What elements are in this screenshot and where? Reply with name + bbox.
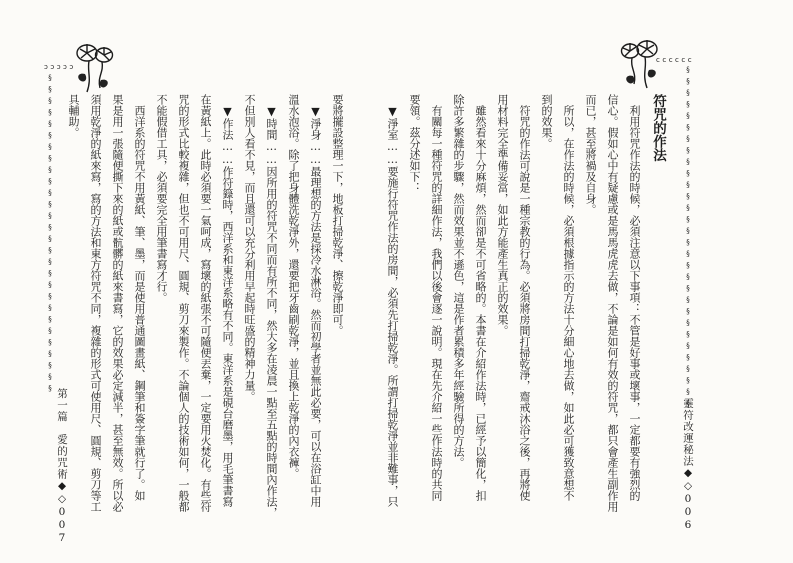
text-column: 咒的形式比較複雜，但也不可用尺、圓規、剪刀來製作。不論個人的技術如何，一般都: [177, 94, 190, 512]
text-column: 雖然看來十分麻煩，然而卻是不可省略的。本書在介紹作法時，已經予以簡化，扣: [474, 94, 487, 501]
text-column: 信心。假如心中有疑慮或是馬馬虎虎去做，不論是如何有效的符咒，都只會產生副作用: [606, 94, 619, 512]
section-heading: 符咒的作法: [650, 94, 666, 162]
text-column: ▼淨身……最理想的方法是採冷水淋浴。然而初學者並無此必要，可以在浴缸中用: [309, 94, 322, 507]
text-column: 要將擺設整理一下，地板打掃乾淨、擦乾淨即可。: [331, 94, 344, 336]
text-column: 用材料完全準備妥當，如此方能產生真正的效果。: [496, 94, 509, 336]
text-column: ▼時間……因所用的符咒不同而有所不同，然大多在凌晨一點至五點的時間內作法，: [265, 94, 278, 518]
text-column: 所以，在作法的時候，必須根據指示的方法十分細心地去做，如此必可獲致意想不: [562, 94, 575, 501]
text-column: 要領。茲分述如下：: [408, 94, 421, 193]
text-column: 果是用一張隨便撕下來的紙或骯髒的紙來書寫，它的效果必定減半，甚至無效。所以必: [111, 94, 124, 512]
flower-ornament-left-icon: [72, 42, 118, 96]
chain-ornament-vertical-right: §§§§§§§§§§§§§§§§§§§§§§§§§§§§§§: [684, 66, 692, 411]
text-column: 在黃紙上。此時必須要一氣呵成，寫壞的紙張不可隨便丟棄，一定要用火焚化。有些符: [199, 94, 212, 512]
chain-ornament-vertical-left: §§§§§§§§§§§§§§§§§§§§§§§§§§§§: [46, 74, 54, 396]
text-column: 到的效果。: [540, 94, 553, 149]
text-column: 須用乾淨的紙來寫，寫的方法和東方符咒不同，複雜的形式可使用尺、圓規、剪刀等工: [89, 94, 102, 512]
text-column: 溫水泡浴。除了把身體洗乾淨外，還要把牙齒刷乾淨，並且換上乾淨的內衣褲。: [287, 94, 300, 479]
text-column: 除許多繁雜的步驟，然而效果並不遜色，這是作者累積多年經驗所得的方法。: [452, 94, 465, 468]
flower-ornament-right-icon: [616, 38, 662, 92]
text-column: 而已，甚至將禍及自身。: [584, 94, 597, 215]
text-column: 利用符咒作法的時候，必須注意以下事項：不管是好事或壞事，一定都要有強烈的: [628, 94, 641, 501]
text-column: 符咒的作法可說是一種宗教的行為。必須將房間打掃乾淨，齋戒沐浴之後，再將使: [518, 94, 531, 501]
running-title-book: 靈符改運秘法◆◇006: [682, 398, 694, 532]
chain-ornament-horizontal-left: ɔɔɔɔɔ: [44, 63, 76, 71]
text-column: ▼作法……作符籙時，西洋系和東洋系略有不同。東洋系是硯台磨墨，用毛筆書寫: [221, 94, 234, 507]
running-title-chapter: 第一篇 愛的咒術◆◇007: [56, 388, 68, 545]
text-column: 不但別人看不見，而且還可以充分利用早起時旺盛的精神力量。: [243, 94, 256, 402]
text-column: 具輔助。: [67, 94, 80, 138]
text-column: 不能假借工具，必須要完全用筆書寫才行。: [155, 94, 168, 303]
text-column: 西洋系的符咒不用黃紙、筆、墨，而是使用普通圖畫紙、鋼筆和簽字筆就行了。如: [133, 94, 146, 501]
chain-ornament-horizontal-right: cccccc: [656, 56, 695, 64]
text-column: ▼淨室……要施行符咒作法的房間，必須先打掃乾淨。所謂打掃乾淨並非難事，只: [386, 94, 399, 507]
text-column: 有關每一種符咒的詳細作法，我們以後會逐一說明。現在先介紹一些作法時的共同: [430, 94, 443, 501]
left-page-body: [60, 94, 348, 528]
right-page-body: [382, 94, 670, 528]
